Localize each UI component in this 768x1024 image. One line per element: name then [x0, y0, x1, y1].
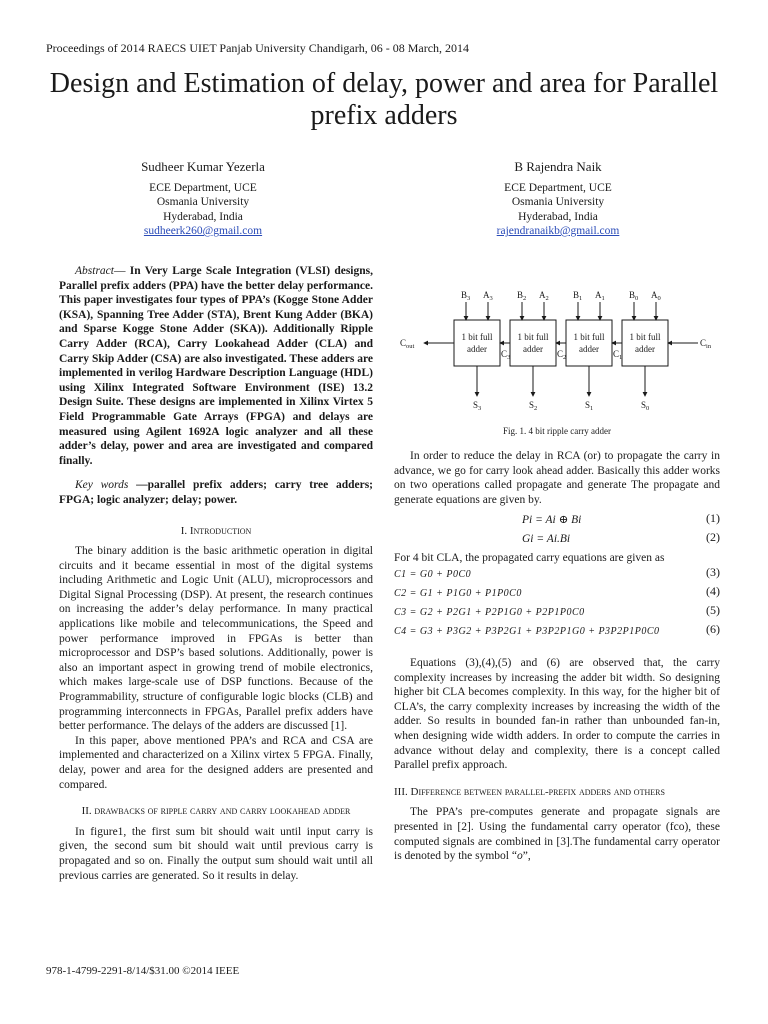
carry-label: $C_3$	[501, 349, 511, 361]
input-label: $B_0$	[629, 290, 639, 302]
cla-paragraph-3: Equations (3),(4),(5) and (6) are observed that, the carry complexity increases by increasing the adder bit width. So designing higher bit CLA becomes complexity. In this way, for the higher bit of CLA’s, the carry complexity increases by increasing the width of the adder. So results in bounded fan-in rather than unbounded fan-in, when designing wide width adders. In order to compute the carries in advance without delay and complexity, there is a concept called Parallel prefix approach.	[394, 656, 720, 772]
author-univ: Osmania University	[156, 196, 250, 208]
author-city: Hyderabad, India	[518, 210, 598, 223]
sum-label: $S_2$	[529, 400, 538, 412]
input-label: $B_3$	[461, 290, 471, 302]
abstract: Abstract— In Very Large Scale Integration (VLSI) designs, Parallel prefix adders (PPA) have the better delay performance. This paper investigates four types of PPA’s (Kogge Stone Adder (KSA), Spanning Tree Adder (STA), Brent Kung Adder (BKA) and Sparse Kogge Stone Adder (SKA)). Additionally Ripple Carry Adder (RCA), Carry Lookahead Adder (CLA) and Carry Skip Adder (CSA) are also investigated. These adders are implemented in verilog Hardware Description Language (HDL) using Xilinx Integrated Software Environment (ISE) 13.2 Design Suite. These designs are implemented in Xilinx Virtex 5 Field Programmable Gate Arrays (FPGA) and delays are measured using Agilent 1692A logic analyzer and all these adder’s delay, power and area are investigated and compared finally.	[59, 265, 373, 467]
adder-label: 1 bit full	[573, 332, 605, 342]
isbn-footer: 978-1-4799-2291-8/14/$31.00 ©2014 IEEE	[46, 965, 240, 977]
cla-paragraph-2: For 4 bit CLA, the propagated carry equations are given as	[394, 552, 665, 565]
cla-paragraph-1: In order to reduce the delay in RCA (or) to propagate the carry in advance, we go for carry look ahead adder. Basically this adder works on two operations called propagate and generate The propagate and generate equations are given by.	[394, 450, 720, 506]
intro-paragraph-1: The binary addition is the basic arithmetic operation in digital circuits and it became essential in most of the digital systems including Arithmetic and Logic Unit (ALU), microprocessors and Digital Signal Processing (DSP). At present, the research continues on increasing the adder’s delay performance. In many practical applications like mobile and telecommunications, the Speed and power performance improved in FPGAs is better than microprocessor and DSP’s based solutions. Additionally, power is also an important aspect in growing trend of mobile electronics, which makes large-scale use of DSP functions. Because of the Programmability, structure of configurable logic blocks (CLB) and programming interconnects in FPGAs, Parallel prefix adders have better performance. The delays of the adders are discussed [1].	[59, 545, 373, 733]
author-block-1	[78, 160, 328, 239]
section-heading-introduction: I. Introduction	[180, 524, 252, 537]
paper-title: Design and Estimation of delay, power and area for Parallel prefix adders	[49, 68, 719, 131]
input-label: $B_1$	[573, 290, 583, 302]
carry-in-label: $C_{in}$	[700, 338, 712, 350]
input-label: $A_2$	[539, 290, 549, 302]
section-heading-drawbacks: II. drawbacks of ripple carry and carry lookahead adder	[81, 805, 351, 818]
adder-label: adder	[635, 344, 655, 354]
adder-label: 1 bit full	[461, 332, 493, 342]
sum-label: $S_1$	[585, 400, 594, 412]
keywords: Key words —parallel prefix adders; carry tree adders; FPGA; logic analyzer; delay; power.	[59, 479, 373, 506]
adder-label: adder	[467, 344, 487, 354]
ripple-carry-adder-figure	[392, 288, 722, 422]
adder-label: adder	[523, 344, 543, 354]
carry-out-label: $C_{out}$	[400, 338, 415, 350]
author-dept: ECE Department, UCE	[149, 181, 257, 194]
input-label: $A_1$	[595, 290, 605, 302]
author-email-link[interactable]: rajendranaikb@gmail.com	[496, 225, 620, 237]
carry-label: $C_1$	[613, 349, 623, 361]
right-column	[394, 449, 720, 864]
equation-2: Gi = Ai.Bi (2)	[522, 530, 720, 546]
abstract-text: In Very Large Scale Integration (VLSI) designs, Parallel prefix adders (PPA) have the better delay performance. This paper investigates four types of PPA’s (Kogge Stone Adder (KSA), Spanning Tree Adder (STA), Brent Kung Adder (BKA) and Sparse Kogge Stone Adder (SKA)). Additionally Ripple Carry Adder (RCA), Carry Lookahead Adder (CLA) and Carry Skip Adder (CSA) are also investigated. These adders are implemented in verilog Hardware Description Language (HDL) using Xilinx Integrated Software Environment (ISE) 13.2 Design Suite. These designs are implemented in Xilinx Virtex 5 Field Programmable Gate Arrays (FPGA) and delays are measured using Agilent 1692A logic analyzer and all these adder’s delay, power and area are investigated and compared finally.	[59, 265, 373, 467]
section-heading-difference: III. Difference between parallel-prefix adders and others	[394, 785, 665, 798]
author-dept: ECE Department, UCE	[504, 181, 612, 194]
difference-paragraph: The PPA’s pre-computes generate and propagate signals are presented in [2]. Using the fundamental carry operator (fco), these computed signals are combined in [3].The fundamental carry operator is denoted by the symbol “o”,	[394, 806, 720, 863]
author-name: Sudheer Kumar Yezerla	[141, 159, 265, 174]
equation-3: C1 = G0 + P0C0 (3)	[394, 564, 720, 580]
left-column	[59, 264, 373, 883]
equation-5: C3 = G2 + P2G1 + P2P1G0 + P2P1P0C0 (5)	[394, 602, 720, 618]
adder-label: adder	[579, 344, 599, 354]
equation-4: C2 = G1 + P1G0 + P1P0C0 (4)	[394, 583, 720, 599]
intro-paragraph-2: In this paper, above mentioned PPA’s and RCA and CSA are implemented and characterized on a Xilinx virtex 5 FPGA. Finally, delay, power and area for the designed adders are presented and compared.	[59, 734, 373, 791]
sum-label: $S_0$	[641, 400, 650, 412]
drawbacks-paragraph: In figure1, the first sum bit should wait until input carry is given, the second sum bit should wait until previous carry is propagated and so on. Finally the output sum should wait until all previous carries are generated. So it results in delay.	[59, 825, 373, 882]
adder-label: 1 bit full	[629, 332, 661, 342]
input-label: $A_0$	[651, 290, 661, 302]
equation-1: Pi = Ai ⊕ Bi (1)	[522, 511, 720, 527]
author-name: B Rajendra Naik	[514, 159, 602, 174]
carry-label: $C_2$	[557, 349, 567, 361]
equation-6: C4 = G3 + P3G2 + P3P2G1 + P3P2P1G0 + P3P2P1P0C0 (6)	[394, 621, 720, 637]
input-label: $A_3$	[483, 290, 493, 302]
full-adder-box	[622, 320, 668, 366]
proceedings-header: Proceedings of 2014 RAECS UIET Panjab University Chandigarh, 06 - 08 March, 2014	[46, 41, 470, 55]
adder-label: 1 bit full	[517, 332, 549, 342]
input-label: $B_2$	[517, 290, 527, 302]
full-adder-box	[566, 320, 612, 366]
figure-caption: Fig. 1. 4 bit ripple carry adder	[503, 426, 611, 436]
full-adder-box	[454, 320, 500, 366]
full-adder-box	[510, 320, 556, 366]
keywords-text: parallel prefix adders; carry tree adders; FPGA; logic analyzer; delay; power.	[59, 479, 373, 506]
sum-label: $S_3$	[473, 400, 482, 412]
author-univ: Osmania University	[511, 196, 605, 208]
author-email-link[interactable]: sudheerk260@gmail.com	[143, 225, 263, 237]
author-city: Hyderabad, India	[163, 210, 243, 223]
author-block-2	[433, 160, 683, 239]
